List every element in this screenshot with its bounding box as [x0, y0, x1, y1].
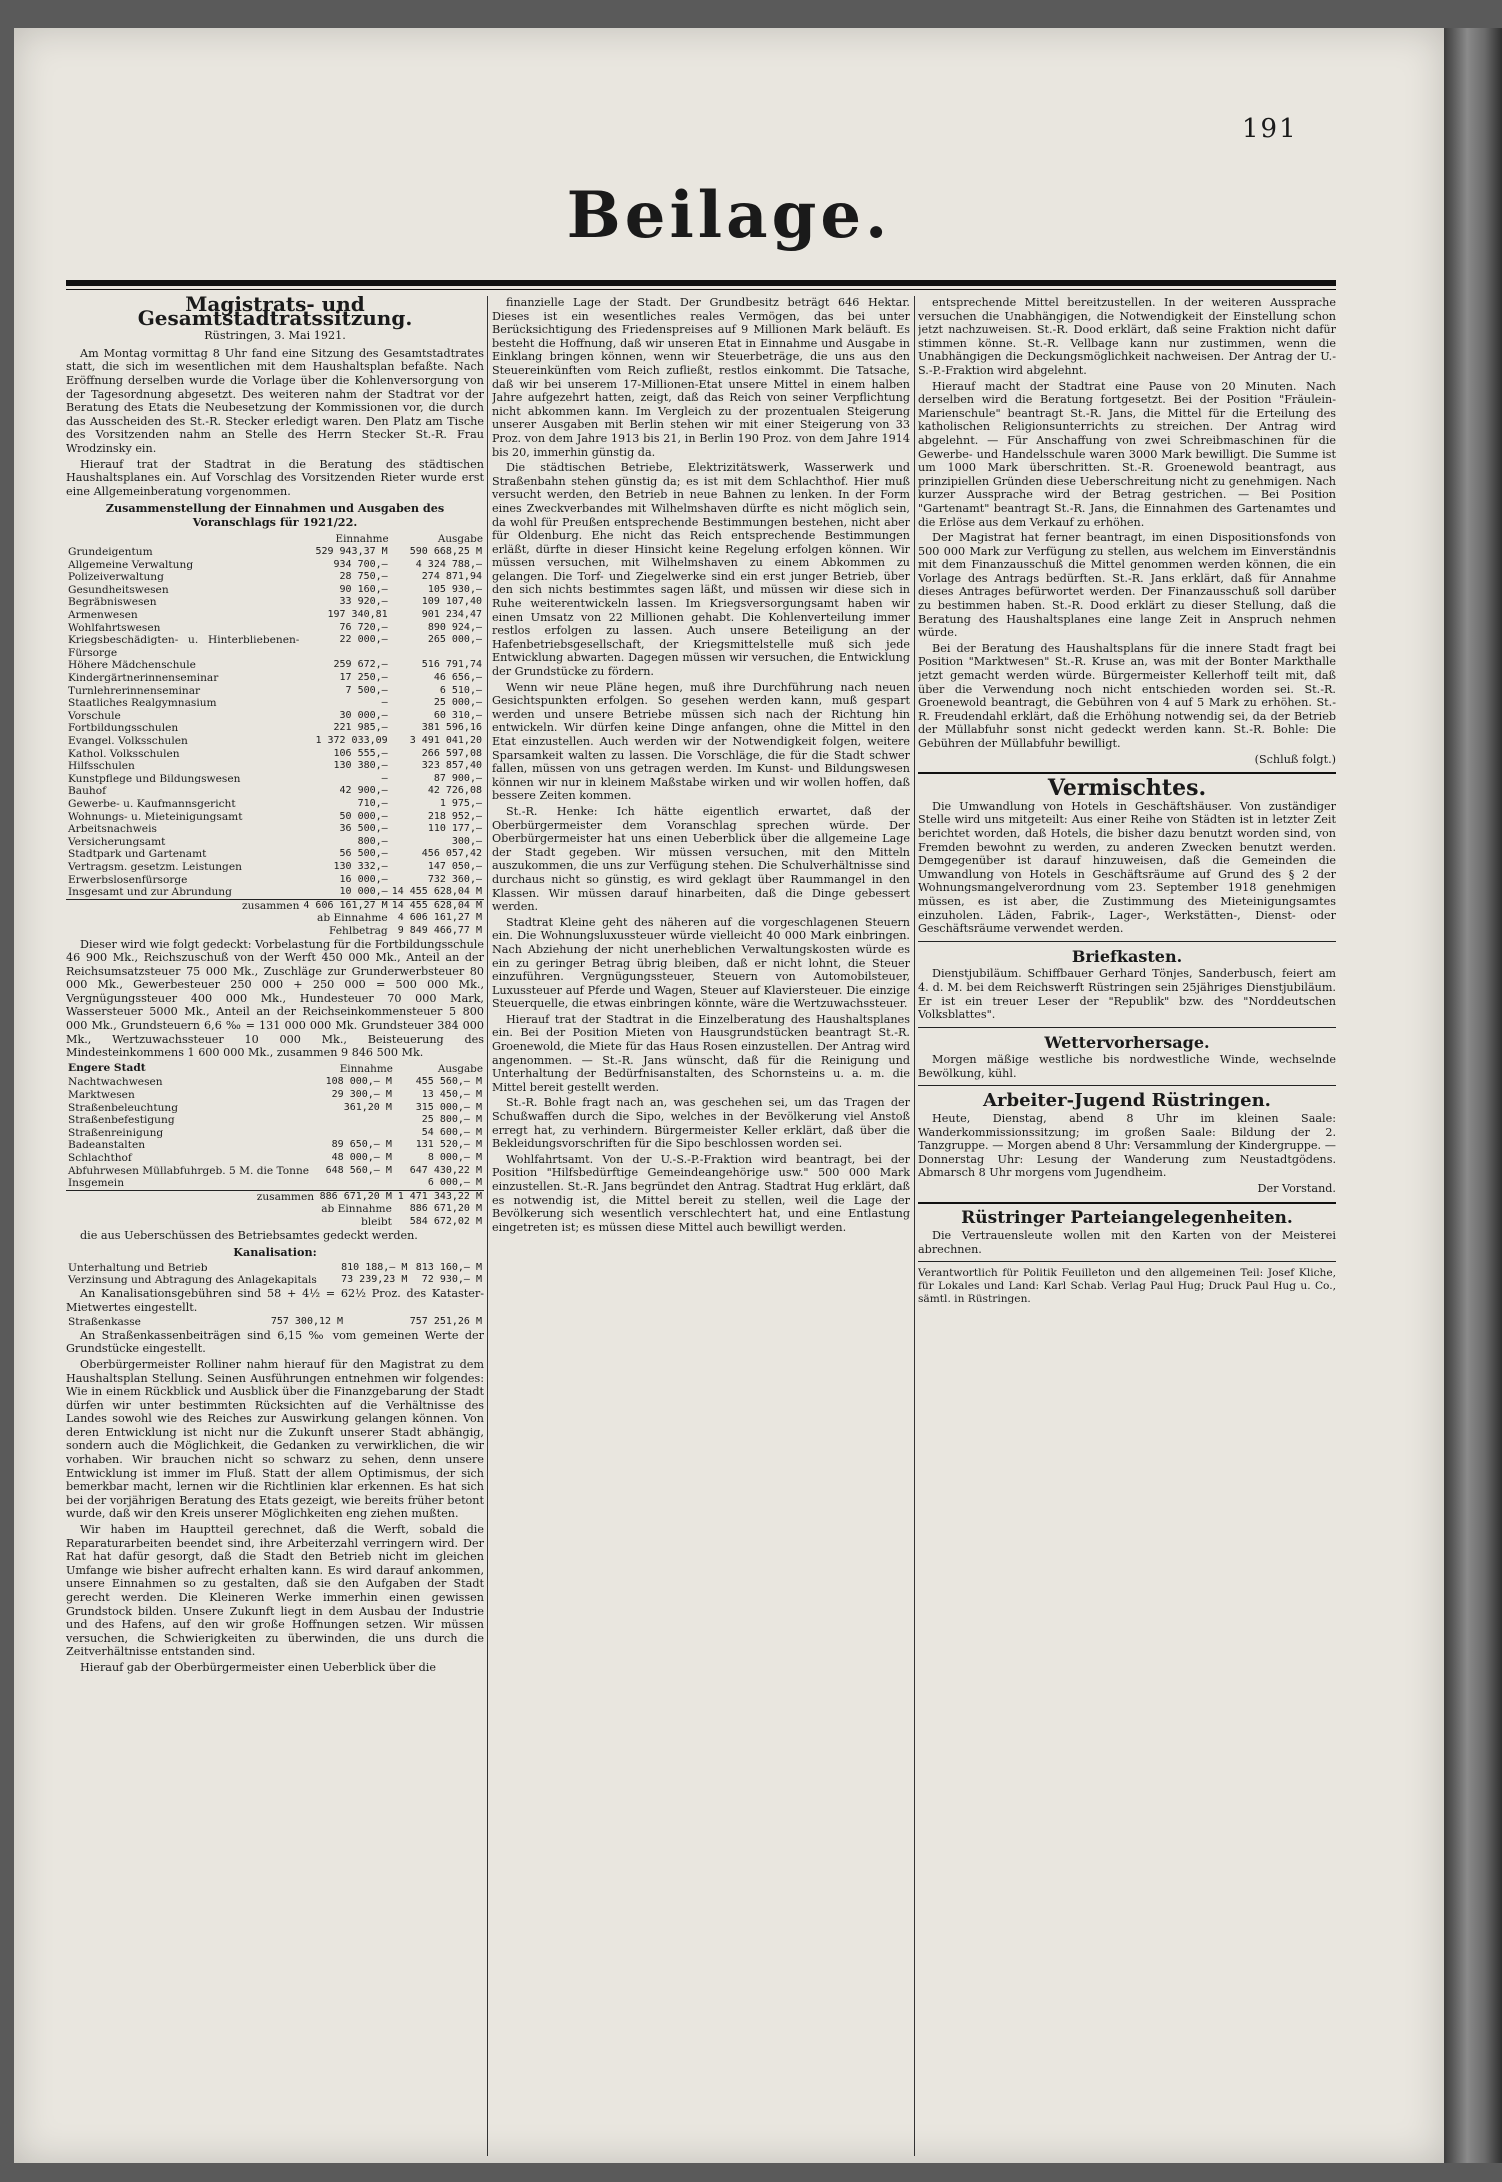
row-label: Gesundheitswesen	[68, 583, 169, 596]
row-label: Polizeiverwaltung	[68, 571, 164, 584]
paragraph: Dienstjubiläum. Schiffbauer Gerhard Tönjes, Sanderbusch, feiert am 4. d. M. bei dem Reichswerft Rüstringen sein 25jähriges Dienstjubiläum. Er ist ein treuer Leser der "Republik" bzw. des "Norddeutschen Volksblattes".	[918, 967, 1336, 1022]
section-rule	[918, 1027, 1336, 1028]
ab-value: 886 671,20 M	[409, 1203, 482, 1215]
paragraph: St.-R. Henke: Ich hätte eigentlich erwartet, daß der Oberbürgermeister dem Voranschlag sprechen würde. Der Oberbürgermeister hat uns einen Ueberblick über die allgemeine Lage der Stadt gegeben. Wir müssen versuchen, mit den Mitteln auszukommen, die uns zur Verfügung stehen. Die Schulverhältnisse sind durchaus nicht so günstig, es wird geklagt über Raummangel in den Klassen. Wir müssen darauf hinarbeiten, daß die Dinge gebessert werden.	[492, 804, 910, 914]
continued-note: (Schluß folgt.)	[1254, 752, 1336, 766]
row-label: Schlachthof	[68, 1152, 132, 1164]
remain-label: bleibt	[361, 1215, 392, 1228]
row-income	[316, 1127, 394, 1140]
table-title: Engere Stadt	[68, 1061, 146, 1074]
sum-expense: 14 455 628,04 M	[391, 899, 482, 911]
paragraph: Am Montag vormittag 8 Uhr fand eine Sitzung des Gesamtstadtrates statt, die sich im wesentlichen mit dem Haushaltsplan befaßte. Nach Eröffnung derselben wurde die Vorlage über die Kohlenversorgung von der Tagesordnung abgesetzt. Des weiteren nahm der Stadtrat vor der Beratung des Etats die Neubesetzung der Kommissionen vor, die durch das Ausscheiden des St.-R. Stecker erledigt waren. Den Platz am Tische des Vorsitzenden nahm an Stelle des Herrn Stecker St.-R. Frau Wrodzinsky ein.	[66, 346, 484, 455]
table-row	[66, 1203, 484, 1216]
row-income: 529 943,37 M	[315, 546, 388, 558]
table-row	[66, 811, 484, 824]
row-expense: 60 310,—	[433, 709, 482, 721]
row-label: Vertragsm. gesetzm. Leistungen	[68, 860, 242, 873]
paragraph: Dieser wird wie folgt gedeckt: Vorbelastung für die Fortbildungsschule 46 900 Mk., Reichszuschuß von der Werft 450 000 Mk., Anteil an der Reichsumsatzsteuer 75 000 Mk., Zuschläge zur Grunderwerbsteuer 80 000 Mk., Gewerbesteuer 250 000 + 250 000 = 500 000 Mk., Vergnügungssteuer 400 000 Mk., Hundesteuer 70 000 Mark, Wassersteuer 5000 Mk., Anteil an der Reichseinkommensteuer 5 800 000 Mk., Grundsteuern 6,6 ‰ = 131 000 000 Mk. Grundsteuer 384 000 Mk., Wertzuwachssteuer 10 000 Mk., Beisteuerung des Mindesteinkommens 1 600 000 Mk., zusammen 9 846 500 Mk.	[66, 937, 484, 1060]
section-rule	[918, 941, 1336, 942]
table-row	[66, 760, 484, 773]
table-header-row	[66, 532, 484, 547]
row-income: —	[381, 697, 388, 709]
row-label: Versicherungsamt	[68, 835, 166, 848]
row-income: 28 750,—	[339, 571, 388, 583]
row-expense: 6 510,—	[439, 684, 482, 696]
row-label: Straßenkasse	[68, 1316, 141, 1329]
row-expense: 147 050,—	[427, 860, 482, 872]
row-expense: 323 857,40	[421, 760, 482, 772]
row-label: Unterhaltung und Betrieb	[68, 1261, 208, 1274]
row-label: Insgesamt und zur Abrundung	[68, 886, 232, 899]
table-row	[66, 672, 484, 685]
paragraph: Hierauf macht der Stadtrat eine Pause von 20 Minuten. Nach derselben wird die Beratung fortgesetzt. Bei der Position "Fräulein-Marienschule" beantragt St.-R. Jans, die Mittel für die Erteilung des katholischen Religionsunterrichts zu streichen. Der Antrag wird abgelehnt. — Für Anschaffung von zwei Schreibmaschinen für die Gewerbe- und Handelsschule waren 3000 Mark bewilligt. Die Summe ist um 1000 Mark überschritten. St.-R. Groenewold beantragt, aus prinzipiellen Gründen diese Ueberschreitung nicht zu genehmigen. Nach kurzer Aussprache wird der Betrag gestrichen. — Bei Position "Gartenamt" beantragt St.-R. Jans, die Einnahmen des Gartenamtes und die Erlöse aus dem Verkauf zu erhöhen.	[918, 379, 1336, 529]
table-row	[66, 735, 484, 748]
column-1	[66, 296, 484, 2156]
row-income: 108 000,— M	[325, 1076, 392, 1088]
row-label: Straßenbeleuchtung	[68, 1101, 179, 1114]
row-label: Insgemein	[68, 1177, 125, 1190]
row-label: Wohnungs- u. Mieteinigungsamt	[68, 810, 243, 823]
table-header-row	[66, 1062, 484, 1077]
row-expense: 13 450,— M	[421, 1089, 482, 1101]
section-heading: Wettervorhersage.	[1044, 1032, 1210, 1052]
table-body	[66, 546, 484, 899]
row-label: Verzinsung und Abtragung des Anlagekapitals	[68, 1274, 317, 1287]
row-expense: 110 177,—	[427, 823, 482, 835]
section-rule	[918, 1202, 1336, 1204]
paragraph: Die Umwandlung von Hotels in Geschäftshäuser. Von zuständiger Stelle wird uns mitgeteilt: Aus einer Reihe von Städten ist in letzter Zeit berichtet worden, daß Hotels, die bisher dazu benutzt worden sind, von Fremden bewohnt zu werden, zu anderen Zwecken benutzt werden. Demgegenüber ist darauf hinzuweisen, daß die Gemeinden die Umwandlung von Hotels in Geschäftsräume auf Grund des § 2 der Wohnungsmangelverordnung vom 23. September 1918 genehmigen müssen, es ist aber, die Zustimmung des Mieteinigungsamtes einzuholen. Läden, Fabrik-, Lager-, Werkstätten-, Dienst- oder Geschäftsräume verwendet werden.	[918, 799, 1336, 936]
paragraph: Heute, Dienstag, abend 8 Uhr im kleinen Saale: Wanderkommissionssitzung; im großen Saale: Bildung der 2. Tanzgruppe. — Morgen abend 8 Uhr: Versammlung der Kindergruppe. — Donnerstag Uhr: Lesung der Wanderung zum Neustadtgödens. Abmarsch 8 Uhr morgens vom Jugendheim.	[918, 1112, 1336, 1180]
table-row	[66, 571, 484, 584]
row-label: Kindergärtnerinnenseminar	[68, 672, 219, 685]
section-rule	[918, 1085, 1336, 1086]
section-heading: Rüstringer Parteiangelegenheiten.	[961, 1207, 1293, 1228]
table-sum-row	[66, 1190, 484, 1203]
row-expense: 4 324 788,—	[415, 558, 482, 570]
row-expense: 131 520,— M	[415, 1139, 482, 1151]
row-income: 757 300,12 M	[270, 1316, 344, 1328]
remain-value: 584 672,02 M	[409, 1215, 482, 1227]
paragraph: Wir haben im Hauptteil gerechnet, daß die Werft, sobald die Reparaturarbeiten beendet sind, ihre Arbeiterzahl verringern wird. Der Rat hat dafür gesorgt, daß die Stadt den Betrieb nicht im gleichen Umfange wie bisher aufrecht erhalten kann. Es wird darauf ankommen, unsere Einnahmen so zu gestalten, daß sie den Aufgaben der Stadt gerecht werden. Die Kleineren Werke immerhin einen gewissen Grundstock bilden. Unsere Zukunft liegt in dem Ausbau der Industrie und des Hafens, auf den wir große Hoffnungen setzen. Wir müssen versuchen, die Schwierigkeiten zu überwinden, die uns durch die Zeitverhältnisse entstanden sind.	[66, 1523, 484, 1659]
paragraph: An Straßenkassenbeiträgen sind 6,15 ‰ vom gemeinen Werte der Grundstücke eingestellt.	[66, 1328, 484, 1356]
masthead: Beilage.	[566, 178, 892, 253]
table-row	[66, 823, 484, 836]
dateline: Rüstringen, 3. Mai 1921.	[204, 329, 346, 343]
paragraph: Hierauf gab der Oberbürgermeister einen Ueberblick über die	[80, 1660, 436, 1674]
section-rule	[918, 772, 1336, 774]
row-income: 934 700,—	[333, 558, 388, 570]
row-expense: 42 726,08	[427, 785, 482, 797]
column-header: Einnahme	[335, 532, 389, 545]
table-body	[66, 1076, 484, 1190]
row-income: 259 672,—	[333, 659, 388, 671]
imprint: Verantwortlich für Politik Feuilleton und den allgemeinen Teil: Josef Kliche, für Lokales und Land: Karl Schab. Verlag Paul Hug; Druck Paul Hug u. Co., sämtl. in Rüstringen.	[918, 1267, 1336, 1305]
row-label: Marktwesen	[68, 1089, 135, 1102]
row-expense: 890 924,—	[427, 621, 482, 633]
table-row	[66, 1102, 484, 1115]
column-header: Ausgabe	[437, 1062, 483, 1075]
row-income: 1 372 033,09	[315, 735, 388, 746]
row-income: 17 250,—	[339, 672, 388, 684]
paragraph: Hierauf trat der Stadtrat in die Einzelberatung des Haushaltsplanes ein. Bei der Position Mieten von Hausgrundstücken beantragt St.-R. Groenewold, die Miete für das Haus Rosen einzustellen. Der Antrag wird angenommen. — St.-R. Jans wünscht, daß für die Reinigung und Unterhaltung der Bedürfnisanstalten, des Schornsteins u. a. m. die Mittel bereit gestellt werden.	[492, 1012, 910, 1094]
table-row	[66, 685, 484, 698]
row-income: 73 239,23 M	[341, 1274, 408, 1286]
table-row	[66, 925, 484, 938]
table-row	[66, 596, 484, 609]
paragraph: entsprechende Mittel bereitzustellen. In der weiteren Aussprache versuchen die Unabhängigen, die Notwendigkeit der Einstellung schon jetzt nachzuweisen. St.-R. Dood erklärt, daß seine Fraktion nicht dafür stimmen könne. St.-R. Vellbage kann nur zustimmen, wenn die Unabhängigen die Deckungsmöglichkeit nachweisen. Der Antrag der U.-S.-P.-Fraktion wird abgelehnt.	[918, 296, 1336, 377]
row-expense: 14 455 628,04 M	[391, 886, 482, 898]
table-row	[66, 546, 484, 559]
paragraph: Morgen mäßige westliche bis nordwestliche Winde, wechselnde Bewölkung, kühl.	[918, 1053, 1336, 1080]
paragraph: Die städtischen Betriebe, Elektrizitätswerk, Wasserwerk und Straßenbahn stehen günstig da; es ist mit dem Schlachthof. Hier muß versucht werden, den Betrieb in neue Bahnen zu lenken. In der Form eines Zweckverbandes mit Wilhelmshaven dürfte es nicht möglich sein, da wohl für Preußen entsprechende Bestimmungen bestehen, nicht aber für Oldenburg. Ehe nicht das Reich entsprechende Bestimmungen erläßt, dürfte in dieser Hinsicht keine Regelung erfolgen können. Wir müssen versuchen, mit Wilhelmshaven zu einem Abkommen zu gelangen. Die Torf- und Ziegelwerke sind ein erst junger Betrieb, über den sich nichts bestimmtes sagen läßt, und müssen wir diese sich in Ruhe weiterentwickeln lassen. Im Kriegsversorgungsamt haben wir einen Umsatz von 22 Millionen gehabt. Die Kohlenverteilung immer restlos erfolgen zu lassen. Auch unsere Beteiligung an der Hafenbetriebsgesellschaft, der Kriegsmittelstelle muß sich jede Entwicklung abwarten. Dagegen müssen wir versuchen, die Entwicklung der Grundstücke zu fördern.	[492, 461, 910, 679]
row-expense: 25 800,— M	[421, 1114, 482, 1126]
table-row	[66, 1216, 484, 1229]
column-3	[918, 296, 1336, 2156]
page-number: 191	[1242, 114, 1298, 144]
table-row	[66, 1262, 484, 1275]
row-income: 29 300,— M	[331, 1089, 392, 1101]
row-expense: 109 107,40	[421, 596, 482, 608]
table-title: Zusammenstellung der Einnahmen und Ausgaben des Voranschlags für 1921/22.	[105, 501, 445, 529]
row-expense: 8 000,— M	[427, 1152, 482, 1163]
row-expense: 72 930,— M	[421, 1274, 482, 1286]
table-row	[66, 1114, 484, 1127]
row-expense: 1 975,—	[439, 797, 482, 809]
row-label: Turnlehrerinnenseminar	[68, 684, 201, 697]
table-row	[66, 622, 484, 635]
row-income: 42 900,—	[339, 785, 388, 797]
paragraph: St.-R. Bohle fragt nach an, was geschehen sei, um das Tragen der Schußwaffen durch die Sipo, welches in der Bevölkerung viel Anstoß erregt hat, zu verhindern. Bürgermeister Keller erklärt, daß über die Bekleidungsvorschriften für die Sipo beschlossen worden sei.	[492, 1096, 910, 1151]
table-row	[66, 584, 484, 597]
table-row	[66, 559, 484, 572]
paragraph: Die Vertrauensleute wollen mit den Karten von der Meisterei abrechnen.	[918, 1229, 1336, 1256]
table-row	[66, 798, 484, 811]
table-row	[66, 1165, 484, 1178]
row-income: 221 985,—	[333, 722, 388, 734]
row-income: 800,—	[357, 835, 388, 847]
table-row	[66, 1076, 484, 1089]
deficit-label: Fehlbetrag	[328, 924, 388, 937]
section-heading: Vermischtes.	[1047, 775, 1207, 802]
paragraph: Bei der Beratung des Haushaltsplans für die innere Stadt fragt bei Position "Marktwesen" St.-R. Kruse an, was mit der Bonter Markthalle jetzt gemacht werden würde. Bürgermeister Kellerhoff teilt mit, daß über die Verwendung noch nicht entschieden worden sei. St.-R. Groenewold beantragt, die Gebühren von 4 auf 5 Mark zu erhöhen. St.-R. Freudendahl erklärt, daß die Erhöhung notwendig sei, da der Betrieb der Müllabfuhr sonst nicht gedeckt werden kann. St.-R. Bohle: Die Gebühren der Müllabfuhr bewilligt.	[918, 641, 1336, 750]
row-label: Vorschule	[68, 709, 121, 722]
row-label: Erwerbslosenfürsorge	[68, 873, 188, 886]
row-expense: 300,—	[451, 835, 482, 847]
row-label: Stadtpark und Gartenamt	[68, 848, 207, 861]
row-income: 10 000,—	[339, 886, 388, 898]
row-label: Höhere Mädchenschule	[68, 659, 196, 672]
sum-income: 4 606 161,27 M	[303, 899, 388, 911]
row-label: Arbeitsnachweis	[68, 823, 157, 836]
row-expense: 813 160,— M	[415, 1261, 482, 1273]
row-label: Straßenreinigung	[68, 1126, 164, 1139]
row-expense: 315 000,— M	[415, 1101, 482, 1113]
deficit-value: 9 849 466,77 M	[397, 924, 482, 936]
row-expense: 647 430,22 M	[409, 1164, 482, 1176]
table-row	[66, 710, 484, 723]
table-row	[66, 861, 484, 874]
row-label: Armenwesen	[68, 609, 138, 622]
row-income: 106 555,—	[333, 747, 388, 759]
section-heading: Briefkasten.	[1071, 946, 1183, 966]
paragraph: Wohlfahrtsamt. Von der U.-S.-P.-Fraktion wird beantragt, bei der Position "Hilfsbedürftige Gemeindeangehörige usw." 500 000 Mark einzustellen. St.-R. Jans begründet den Antrag. Stadtrat Hug erklärt, daß es notwendig ist, die Mittel bereit zu stellen, weil die Lage der Bevölkerung sich wesentlich verschlechtert hat, und eine Entlastung eingetreten ist; es müssen diese Mittel auch bewilligt werden.	[492, 1152, 910, 1234]
row-income: 648 560,— M	[325, 1164, 392, 1176]
row-income: —	[381, 772, 388, 784]
row-income: 361,20 M	[343, 1101, 392, 1113]
row-income: 30 000,—	[339, 709, 388, 721]
section-heading: Arbeiter-Jugend Rüstringen.	[983, 1090, 1271, 1112]
table-row	[66, 1089, 484, 1102]
row-expense: 54 600,— M	[421, 1126, 482, 1138]
row-expense: 265 000,—	[427, 634, 482, 646]
row-expense: 25 000,—	[433, 697, 482, 709]
row-income: 76 720,—	[339, 621, 388, 633]
row-expense: 516 791,74	[421, 659, 482, 671]
signature: Der Vorstand.	[1257, 1182, 1336, 1196]
row-label: Gewerbe- u. Kaufmannsgericht	[68, 797, 236, 810]
row-expense: 87 900,—	[433, 772, 482, 784]
row-income: 130 332,—	[333, 860, 388, 872]
row-label: Kunstpflege und Bildungswesen	[68, 772, 241, 785]
table-title: Kanalisation:	[233, 1245, 317, 1260]
row-expense: 456 057,42	[421, 848, 482, 860]
table-row	[66, 634, 484, 659]
row-expense: 455 560,— M	[415, 1076, 482, 1088]
table-row	[66, 697, 484, 710]
column-header: Einnahme	[339, 1062, 393, 1075]
paragraph: Oberbürgermeister Rolliner nahm hierauf für den Magistrat zu dem Haushaltsplan Stellung. Seinen Ausführungen entnehmen wir folgendes: Wie in einem Rückblick und Ausblick über die Finanzgebarung der Stadt dürfen wir unter bestimmten Rücksichten auf die Verhältnisse des Landes sowohl wie des Reiches zur Auswirkung gelangen können. Von deren Entwicklung ist nicht nur die Zukunft unserer Stadt abhängig, sondern auch die Möglichkeit, die Gedanken zu verwirklichen, die wir vorhaben. Wir brauchen nicht so schwarz zu sehen, denn unsere Entwicklung ist immer im Fluß. Statt der allem Optimismus, der sich bemerkbar macht, lernen wir die Richtlinien klar erkennen. Es hat sich bei der vorjährigen Beratung des Etats gezeigt, wie bereits früher betont wurde, daß wir den Kreis unserer Möglichkeiten eng ziehen mußten.	[66, 1357, 484, 1521]
paragraph: Stadtrat Kleine geht des näheren auf die vorgeschlagenen Steuern ein. Die Wohnungsluxussteuer würde vielleicht 40 000 Mark einbringen. Nach Abziehung der nicht unerheblichen Verwaltungskosten würde es ein zu geringer Betrag übrig bleiben, daß er nicht lohnt, die Steuer einzuführen. Vergnügungssteuer, Steuern von Automobilsteuer, Luxussteuer auf Pferde und Wagen, Steuer auf Klaviersteuer. Die einzige Steuerquelle, die etwas einbringen könnte, wäre die Wertzuwachssteuer.	[492, 915, 910, 1011]
row-expense: 274 871,94	[421, 571, 482, 583]
row-expense: 3 491 041,20	[409, 735, 482, 746]
row-expense: 218 952,—	[427, 810, 482, 822]
row-label: Evangel. Volksschulen	[68, 735, 188, 747]
row-expense: 901 234,47	[421, 609, 482, 621]
row-expense: 757 251,26 M	[409, 1316, 482, 1328]
paragraph: Hierauf trat der Stadtrat in die Beratung des städtischen Haushaltsplanes ein. Auf Vorschlag des Vorsitzenden Rieter wurde erst eine Allgemeinberatung vorgenommen.	[66, 457, 484, 498]
book-spine	[1444, 28, 1502, 2163]
table-row	[66, 1139, 484, 1152]
row-expense: 105 930,—	[427, 583, 482, 595]
row-income: 16 000,—	[339, 873, 388, 885]
row-label: Grundeigentum	[68, 546, 153, 559]
table-row	[66, 1316, 484, 1329]
table-row	[66, 773, 484, 786]
row-income: 197 340,81	[327, 609, 388, 621]
row-income: 710,—	[357, 797, 388, 809]
paragraph: Der Magistrat hat ferner beantragt, im einen Dispositionsfonds von 500 000 Mark zur Verfügung zu stellen, aus welchem im Einverständnis mit dem Finanzausschuß die Mittel genommen werden können, die ein Vorlage des Antrags bedürften. St.-R. Jans erklärt, daß für Annahme dieses Antrages befürwortet werden. Der Finanzausschuß soll darüber zu bestimmen haben. St.-R. Dood erklärt zu dieser Stellung, daß die Beratung des Haushaltsplanes eine lange Zeit in Anspruch nehmen würde.	[918, 531, 1336, 640]
budget-table	[66, 532, 484, 938]
table-row	[66, 1152, 484, 1165]
table-row	[66, 722, 484, 735]
newspaper-page	[14, 28, 1444, 2163]
sum-label: zusammen	[66, 1190, 316, 1203]
ab-value: 4 606 161,27 M	[397, 912, 482, 924]
row-income: 130 380,—	[333, 760, 388, 772]
row-label: Bauhof	[68, 785, 107, 798]
paragraph: finanzielle Lage der Stadt. Der Grundbesitz beträgt 646 Hektar. Dieses ist ein wesentliches reales Vermögen, das bei unter Berücksichtigung des Friedenspreises auf 9 Millionen Mark beläuft. Es besteht die Hoffnung, daß wir unseren Etat in Einnahme und Ausgabe in Einklang bringen können, wenn wir Steuerbeträge, die uns aus den Steuereinkünften vom Reich zufließt, restlos einkommt. Die Tatsache, daß wir bei unserem 17-Millionen-Etat unsere Mittel in einem halben Jahre aufgezehrt hatten, zeigt, daß das Reich von seiner Verpflichtung nicht abkommen kann. Im Vergleich zu der prozentualen Steigerung unserer Ausgaben mit Berlin stehen wir mit einer Steigerung von 33 Proz. von dem Jahre 1913 bis 21, in Berlin 190 Proz. von dem Jahre 1914 bis 20, immerhin günstig da.	[492, 296, 910, 459]
row-income: 22 000,—	[339, 634, 388, 646]
ab-label: ab Einnahme	[317, 912, 388, 925]
row-label: Kathol. Volksschulen	[68, 747, 180, 760]
table-row	[66, 748, 484, 761]
table-row	[66, 848, 484, 861]
row-expense: 46 656,—	[433, 672, 482, 684]
masthead-rule	[66, 280, 1336, 286]
row-label: Wohlfahrtswesen	[68, 621, 161, 634]
row-label: Begräbniswesen	[68, 596, 157, 609]
row-expense: 6 000,— M	[427, 1177, 482, 1189]
table-row	[66, 659, 484, 672]
row-income	[316, 1177, 394, 1190]
row-label: Straßenbefestigung	[68, 1114, 175, 1127]
sum-expense: 1 471 343,22 M	[394, 1190, 484, 1203]
row-label: Fortbildungsschulen	[68, 722, 179, 735]
column-header: Ausgabe	[437, 532, 483, 545]
row-income: 48 000,— M	[331, 1152, 392, 1163]
row-label: Badeanstalten	[68, 1139, 146, 1152]
table-row	[66, 912, 484, 925]
row-income: 50 000,—	[339, 810, 388, 822]
row-income: 33 920,—	[339, 596, 388, 608]
row-income	[316, 1114, 394, 1127]
row-label: Staatliches Realgymnasium	[68, 697, 217, 710]
headline: Magistrats- und Gesamtstadtratssitzung.	[137, 296, 413, 330]
sum-label: zusammen	[66, 899, 301, 912]
paragraph: die aus Ueberschüssen des Betriebsamtes gedeckt werden.	[80, 1228, 418, 1242]
engere-stadt-table	[66, 1062, 484, 1229]
paragraph: An Kanalisationsgebühren sind 58 + 4½ = 62½ Proz. des Kataster-Mietwertes eingestellt.	[66, 1286, 484, 1314]
table-row	[66, 1127, 484, 1140]
row-expense: 266 597,08	[421, 747, 482, 759]
section-rule	[918, 1261, 1336, 1262]
row-expense: 732 360,—	[427, 873, 482, 885]
table-row	[66, 886, 484, 899]
row-expense: 381 596,16	[421, 722, 482, 734]
kanal-table	[66, 1262, 484, 1287]
paragraph: Wenn wir neue Pläne hegen, muß ihre Durchführung nach neuen Gesichtspunkten erfolgen. So gesehen werden kann, muß gespart werden und unsere Betriebe müssen sich nach der Richtung hin entwickeln. Wir dürfen keine Dinge anfangen, ohne die Mittel in den Etat einzustellen. Auch werden wir der Notwendigkeit folgen, weitere Sparsamkeit walten zu lassen. Die Vorschläge, die für die Stadt schwer fallen, müssen von uns getragen werden. Im Kunst- und Bildungswesen können wir nur in kleinem Maßstabe wirken und wir wollen hoffen, daß bessere Zeiten kommen.	[492, 680, 910, 803]
row-income: 36 500,—	[339, 823, 388, 835]
table-row	[66, 836, 484, 849]
table-body	[66, 1262, 484, 1287]
row-income: 56 500,—	[339, 848, 388, 860]
row-income: 90 160,—	[339, 583, 388, 595]
table-row	[66, 874, 484, 887]
table-row	[66, 1274, 484, 1287]
table-row	[66, 785, 484, 798]
row-income: 89 650,— M	[331, 1139, 392, 1151]
table-row	[66, 609, 484, 622]
table-row	[66, 1177, 484, 1190]
strassen-table	[66, 1316, 484, 1329]
column-divider	[914, 296, 915, 2156]
row-income: 810 188,— M	[341, 1261, 408, 1273]
column-2	[492, 296, 910, 2156]
masthead-rule-thin	[66, 289, 1336, 290]
row-label: Abfuhrwesen Müllabfuhrgeb. 5 M. die Tonne	[68, 1164, 310, 1177]
row-label: Allgemeine Verwaltung	[68, 558, 194, 571]
row-expense: 590 668,25 M	[409, 546, 482, 558]
row-label: Kriegsbeschädigten- u. Hinterbliebenen-Fürsorge	[68, 634, 300, 659]
row-label: Nachtwachwesen	[68, 1076, 163, 1089]
row-label: Hilfsschulen	[68, 760, 135, 773]
table-sum-row	[66, 899, 484, 912]
sum-income: 886 671,20 M	[316, 1190, 394, 1203]
row-income: 7 500,—	[345, 684, 388, 696]
ab-label: ab Einnahme	[321, 1203, 392, 1216]
column-divider	[487, 296, 488, 2156]
